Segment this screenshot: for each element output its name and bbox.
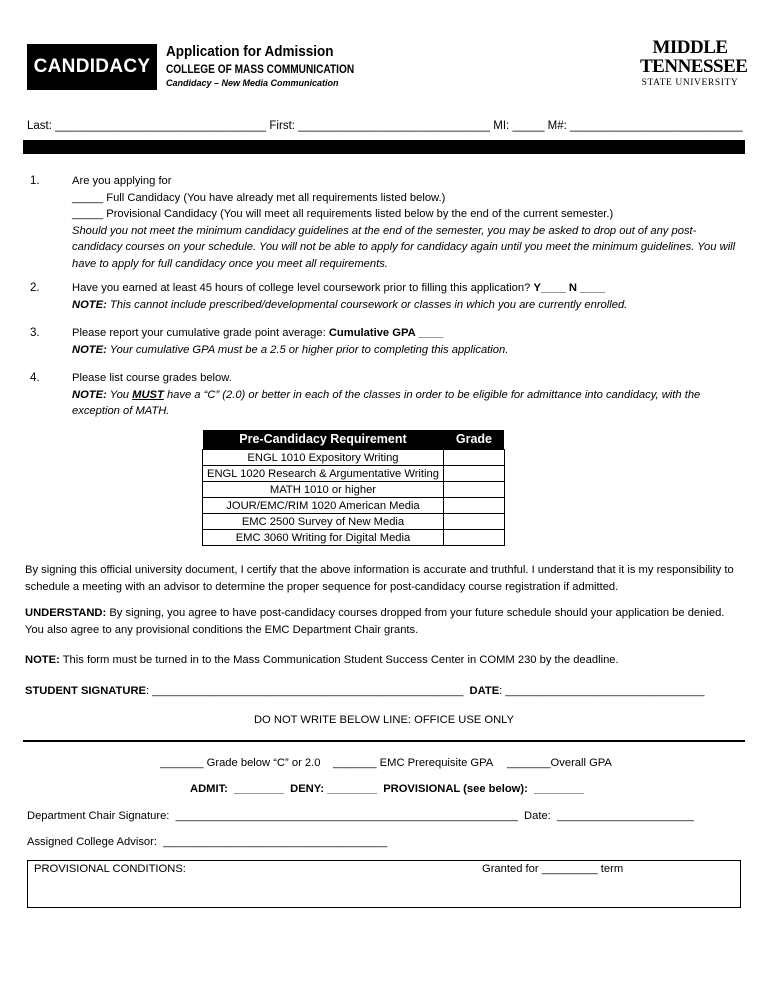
requirement-cell: JOUR/EMC/RIM 1020 American Media <box>203 498 444 514</box>
logo-line-1: MIDDLE <box>652 37 728 58</box>
q3-prompt: Please report your cumulative grade point average: <box>72 327 326 339</box>
granted-term-field[interactable]: Granted for _________ term <box>482 863 624 875</box>
form-subtitle: Candidacy – New Media Communication <box>166 78 339 88</box>
header-requirement: Pre-Candidacy Requirement <box>203 430 444 450</box>
q4-note-post: have a “C” (2.0) or better in each of the classes in order to be eligible for admittance into candidacy, with the exception of MATH. <box>72 388 701 417</box>
date-field[interactable]: : ________________________________ <box>499 685 705 697</box>
q1-block <box>72 173 737 272</box>
q4-note-pre: You <box>109 388 130 401</box>
q1-full-text: Full Candidacy (You have already met all requirements listed below.) <box>106 191 446 204</box>
q1-prov-text: Provisional Candidacy (You will meet all requirements listed below by the end of the current semester.) <box>106 208 614 220</box>
header-grade: Grade <box>443 430 504 450</box>
q2-yes-field[interactable]: Y____ <box>533 282 566 294</box>
requirement-cell: ENGL 1020 Research & Argumentative Writing <box>203 466 444 482</box>
q4-note-label: NOTE: <box>72 388 107 401</box>
college-name: COLLEGE OF MASS COMMUNICATION <box>166 64 355 76</box>
grades-table-header <box>203 430 505 450</box>
requirement-cell: EMC 2500 Survey of New Media <box>203 514 444 530</box>
q2-note <box>72 297 737 314</box>
q4-note <box>72 387 737 420</box>
q3-number: 3. <box>30 327 40 339</box>
grades-table <box>202 430 505 546</box>
date-label: DATE <box>469 685 500 697</box>
q4-number: 4. <box>30 372 40 384</box>
first-name-field[interactable]: ______________________________ <box>298 120 491 132</box>
q3-gpa-field[interactable]: Cumulative GPA ____ <box>328 327 444 339</box>
office-use-heading: DO NOT WRITE BELOW LINE: OFFICE USE ONLY <box>253 714 515 726</box>
grade-cell[interactable] <box>443 530 504 546</box>
q3-block <box>72 325 737 358</box>
requirement-cell: MATH 1010 or higher <box>203 482 444 498</box>
q1-full-blank[interactable]: _____ <box>72 191 104 204</box>
m-number-field[interactable]: ___________________________ <box>570 120 743 132</box>
university-logo <box>640 37 748 89</box>
table-row <box>203 514 505 530</box>
q1-option-full <box>72 190 737 207</box>
grade-cell[interactable] <box>443 450 504 466</box>
understand-label: UNDERSTAND: <box>25 607 107 619</box>
q3-note-label: NOTE: <box>72 343 107 356</box>
q1-number: 1. <box>30 175 40 187</box>
q2-prompt-line <box>72 280 737 297</box>
q4-block <box>72 370 737 420</box>
m-number-label: M#: <box>547 120 567 132</box>
provisional-conditions-label: PROVISIONAL CONDITIONS: <box>34 863 186 875</box>
grade-cell[interactable] <box>443 498 504 514</box>
last-name-field[interactable]: _________________________________ <box>55 120 267 132</box>
deadline-note-label: NOTE: <box>25 654 60 666</box>
name-fields <box>27 118 743 134</box>
q1-prov-blank[interactable]: _____ <box>72 208 104 220</box>
q2-note-text: This cannot include prescribed/developmental coursework or classes in which you are currently enrolled. <box>109 298 628 311</box>
signature-line <box>25 683 745 700</box>
mi-field[interactable]: _____ <box>512 120 545 132</box>
logo-line-2: TENNESSEE <box>640 56 748 77</box>
q3-prompt-line <box>72 325 737 342</box>
q2-prompt: Have you earned at least 45 hours of college level coursework prior to filling this application? <box>72 282 531 294</box>
section-divider-bar <box>23 140 745 154</box>
q2-note-label: NOTE: <box>72 298 107 311</box>
q2-no-field[interactable]: N ____ <box>568 282 605 294</box>
q2-block <box>72 280 737 313</box>
q4-prompt: Please list course grades below. <box>72 372 232 384</box>
understand-text: By signing, you agree to have post-candidacy courses dropped from your future schedule should your application be denied. You also agree to any provisional conditions the EMC Department Chair grants. <box>25 607 725 636</box>
table-row <box>203 482 505 498</box>
understand-statement <box>25 605 745 639</box>
requirement-cell: EMC 3060 Writing for Digital Media <box>203 530 444 546</box>
table-row <box>203 466 505 482</box>
office-divider-line <box>23 740 745 742</box>
logo-line-3: STATE UNIVERSITY <box>641 78 739 88</box>
first-name-label: First: <box>269 120 295 132</box>
deadline-note-text: This form must be turned in to the Mass Communication Student Success Center in COMM 230 by the deadline. <box>62 654 619 666</box>
office-emc-gpa[interactable]: _______ EMC Prerequisite GPA <box>333 757 494 769</box>
table-row <box>203 498 505 514</box>
signature-label: STUDENT SIGNATURE <box>25 685 146 697</box>
q2-number: 2. <box>30 282 40 294</box>
mi-label: MI: <box>493 120 510 132</box>
grade-cell[interactable] <box>443 514 504 530</box>
q4-note-must: MUST <box>132 388 164 401</box>
candidacy-badge: CANDIDACY <box>27 44 157 90</box>
chair-signature-line[interactable]: Department Chair Signature: _______________________________________________________ Date: ______________________ <box>27 810 694 822</box>
certify-statement: By signing this official university document, I certify that the above information is accurate and truthful. I understand that it is my responsibility to schedule a meeting with an advisor to determine the proper sequence for post-candidacy course registration if admitted. <box>25 564 734 593</box>
last-name-label: Last: <box>27 120 52 132</box>
q1-prompt: Are you applying for <box>72 175 172 187</box>
grade-cell[interactable] <box>443 482 504 498</box>
deadline-note <box>25 652 745 669</box>
table-row <box>203 450 505 466</box>
office-decision-line[interactable]: ADMIT: ________ DENY: ________ PROVISIONAL (see below): ________ <box>190 783 584 795</box>
grade-cell[interactable] <box>443 466 504 482</box>
form-title: Application for Admission <box>166 43 334 60</box>
office-grade-below[interactable]: _______ Grade below “C” or 2.0 <box>160 757 321 769</box>
office-overall-gpa[interactable]: _______Overall GPA <box>507 757 612 769</box>
advisor-line[interactable]: Assigned College Advisor: ____________________________________ <box>27 836 388 848</box>
q1-note: Should you not meet the minimum candidacy guidelines at the end of the semester, you may be asked to drop out of any post-candidacy courses on your schedule. You will not be able to apply for candidacy again until you meet the minimum guidelines. You will have to apply for full candidacy once you meet all requirements. <box>72 224 736 270</box>
table-row <box>203 530 505 546</box>
q3-note <box>72 342 737 359</box>
signature-field[interactable]: : __________________________________________________ <box>146 685 464 697</box>
requirement-cell: ENGL 1010 Expository Writing <box>203 450 444 466</box>
q1-option-provisional <box>72 206 737 223</box>
q3-note-text: Your cumulative GPA must be a 2.5 or higher prior to completing this application. <box>109 343 509 356</box>
